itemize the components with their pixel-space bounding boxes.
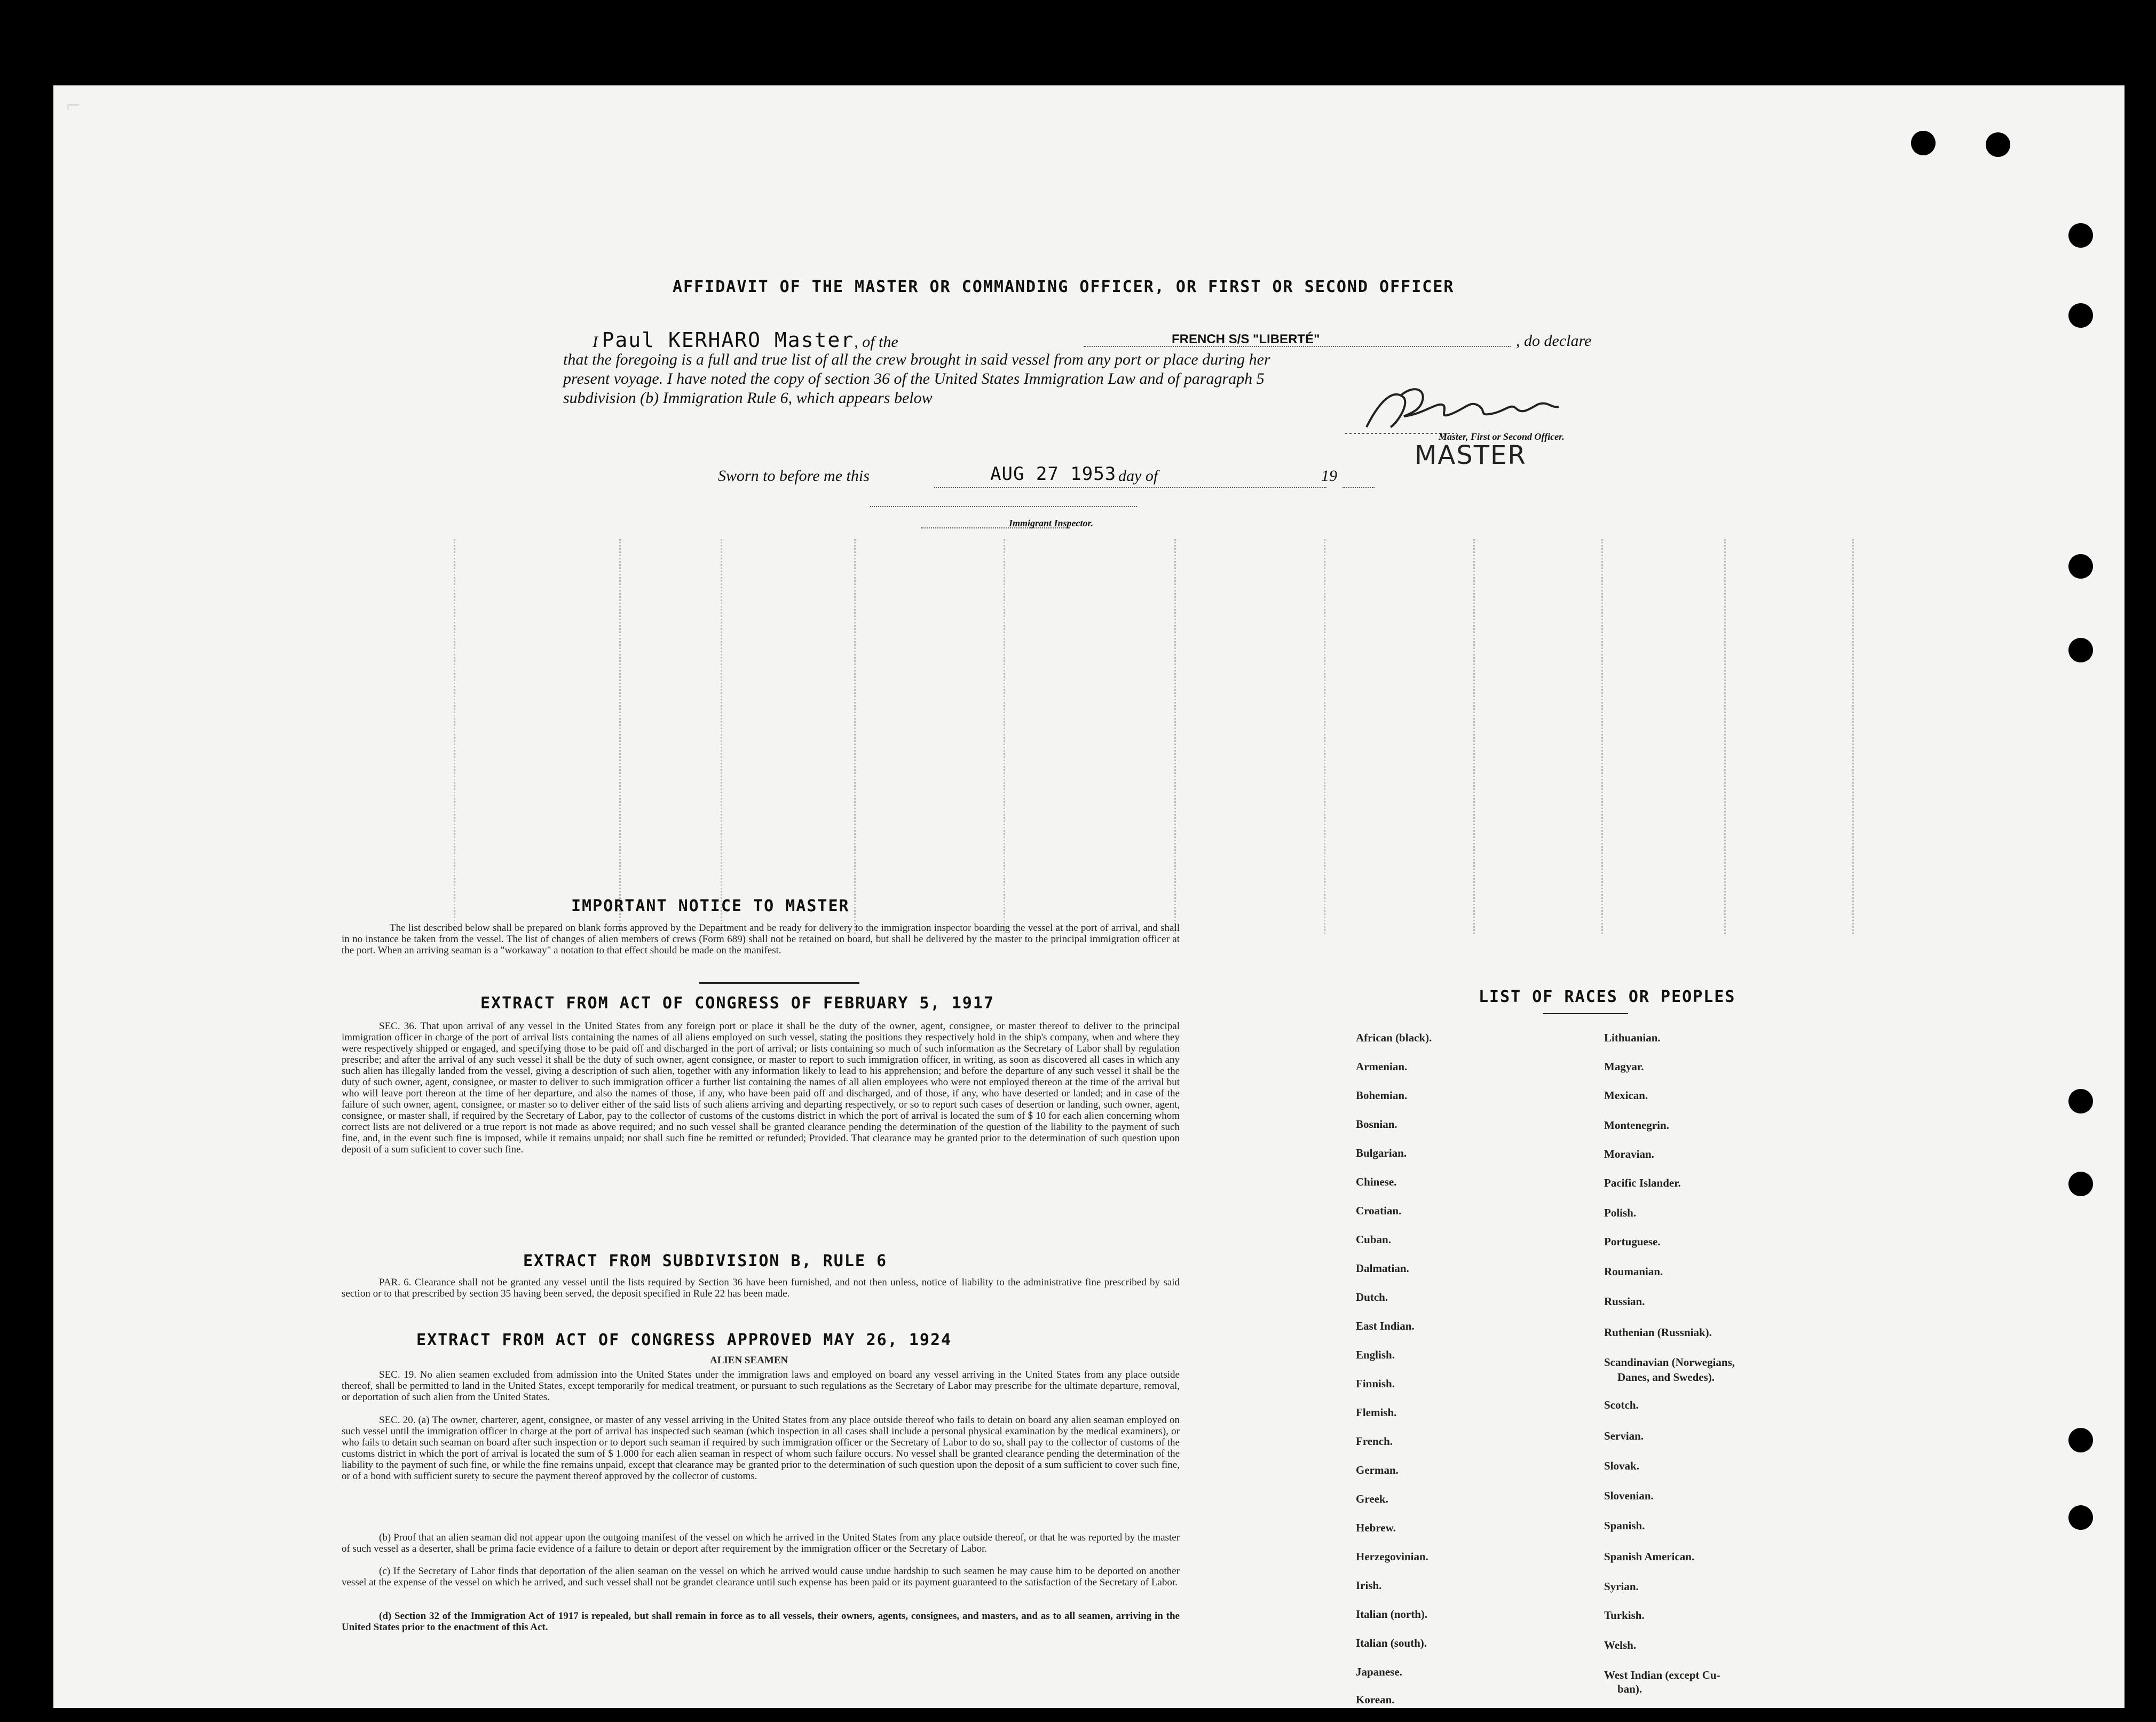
- do-declare: , do declare: [1516, 332, 1592, 350]
- sworn-prefix: Sworn to before me this: [718, 467, 870, 485]
- sworn-date-line: [934, 487, 1169, 488]
- affidavit-body-1: that the foregoing is a full and true list of all the crew brought in said vessel from any port or place during her: [563, 351, 1270, 368]
- race-item: German.: [1356, 1464, 1399, 1476]
- column-guide: [1852, 539, 1855, 934]
- declaration-line: [593, 328, 898, 352]
- punch-hole: [2068, 1428, 2093, 1452]
- race-item: Croatian.: [1356, 1204, 1402, 1217]
- race-item: Lithuanian.: [1604, 1031, 1661, 1044]
- sec20c-text: (c) If the Secretary of Labor finds that deportation of the alien seaman on the vessel on which he arrived would cause undue hardship to such seamen he may cause him to be deported on another vessel at the expense of the vessel on which he arrived, and such vessel shall not be grandet clearance until such expense has been paid or its payment guaranteed to the satisfaction of the Secretary of Labor.: [342, 1566, 1180, 1588]
- race-item: Spanish.: [1604, 1519, 1645, 1532]
- race-item: Finnish.: [1356, 1377, 1395, 1390]
- punch-hole: [2068, 1089, 2093, 1113]
- race-item: Danes, and Swedes).: [1617, 1371, 1715, 1384]
- race-item: ban).: [1617, 1682, 1642, 1695]
- race-item: Italian (south).: [1356, 1637, 1427, 1649]
- extract-1924-title: EXTRACT FROM ACT OF CONGRESS APPROVED MAY 26, 1924: [416, 1331, 952, 1349]
- race-item: Polish.: [1604, 1206, 1637, 1219]
- race-item: Dalmatian.: [1356, 1262, 1409, 1275]
- race-item: Bosnian.: [1356, 1118, 1397, 1131]
- race-item: Flemish.: [1356, 1406, 1397, 1419]
- sworn-date: AUG 27 1953: [990, 463, 1117, 485]
- column-guide: [454, 539, 457, 934]
- i-prefix: I: [593, 333, 598, 351]
- race-item: Korean.: [1356, 1693, 1395, 1706]
- column-guide: [1473, 539, 1476, 934]
- races-divider: [1543, 1013, 1628, 1014]
- day-of: day of: [1118, 467, 1158, 485]
- affidavit-body-3: subdivision (b) Immigration Rule 6, which appears below: [563, 389, 933, 407]
- signature-caption: Master, First or Second Officer.: [1439, 431, 1565, 442]
- column-guide: [1004, 539, 1007, 934]
- race-item: West Indian (except Cu-: [1604, 1669, 1720, 1681]
- race-item: Welsh.: [1604, 1639, 1637, 1652]
- race-item: Japanese.: [1356, 1665, 1402, 1678]
- punch-hole: [2068, 303, 2093, 328]
- race-item: Bohemian.: [1356, 1089, 1408, 1102]
- race-item: African (black).: [1356, 1031, 1432, 1044]
- race-item: Armenian.: [1356, 1060, 1408, 1073]
- column-guide: [1601, 539, 1605, 934]
- corner-mark: ⌐: [65, 95, 82, 117]
- race-item: Mexican.: [1604, 1089, 1648, 1102]
- race-item: Greek.: [1356, 1492, 1388, 1505]
- punch-hole: [2068, 1505, 2093, 1530]
- section-divider: [699, 982, 859, 984]
- race-item: Italian (north).: [1356, 1608, 1428, 1621]
- year-line: [1342, 487, 1375, 488]
- sec20b-text: (b) Proof that an alien seaman did not appear upon the outgoing manifest of the vessel on which he arrived in the United States from any place outside thereof, or that he was reported by the master of such vessel as a deserter, shall be prima facie evidence of a failure to detain or deport after requirement by the immigration officer or the Secretary of Labor.: [342, 1532, 1180, 1554]
- race-item: Scotch.: [1604, 1399, 1639, 1411]
- extract-1924-subtitle: ALIEN SEAMEN: [710, 1355, 788, 1366]
- race-item: Chinese.: [1356, 1175, 1397, 1188]
- races-title: LIST OF RACES OR PEOPLES: [1479, 988, 1736, 1006]
- affidavit-body-2: present voyage. I have noted the copy of section 36 of the United States Immigration Law and of paragraph 5: [563, 370, 1265, 388]
- extract-1917-title: EXTRACT FROM ACT OF CONGRESS OF FEBRUARY 5, 1917: [480, 994, 994, 1013]
- master-name: Paul KERHARO Master: [602, 328, 855, 352]
- sec20d-text: (d) Section 32 of the Immigration Act of 1917 is repealed, but shall remain in force as to all vessels, their owners, agents, consignees, and masters, and as to all seamen, arriving in the United States prior to the enactment of this Act.: [342, 1610, 1180, 1633]
- race-item: Hebrew.: [1356, 1521, 1396, 1534]
- race-item: Dutch.: [1356, 1291, 1388, 1304]
- punch-hole: [2068, 1172, 2093, 1196]
- column-guide: [854, 539, 857, 934]
- of-the: , of the: [854, 333, 898, 351]
- inspector-caption: Immigrant Inspector.: [1009, 518, 1094, 528]
- race-item: Pacific Islander.: [1604, 1176, 1681, 1189]
- column-guide: [1724, 539, 1727, 934]
- rule6-title: EXTRACT FROM SUBDIVISION B, RULE 6: [523, 1252, 888, 1270]
- race-item: Bulgarian.: [1356, 1147, 1407, 1159]
- extract-1917-text: SEC. 36. That upon arrival of any vessel in the United States from any foreign port or place it shall be the duty of the owner, agent, consignee, or master thereof to deliver to the principal immigration officer in charge of the port of arrival lists containing the names of all aliens employed on such vessel, stating the positions they respectively hold in the ship's company, when and where they were respectively shipped or engaged, and specifying those to be paid off and discharged in the port of arrival; or lists containing so much of such information as the Secretary of Labor shall by regulation prescribe; and after the arrival of any such vessel it shall be the duty of such owner, agent consignee, or master to report to such immigration officer, in writing, as soon as discovered all cases in which any such alien has illegally landed from the vessel, giving a description of such alien, together with any information likely to lead to his apprehension; and before the departure of any such vessel it shall be the duty of such owner, agent, consignee, or master to deliver to such immigration officer a further list containing the names of all alien employees who were not employed thereon at the time of the arrival but who will leave port thereon at the time of her departure, and also the names of those, if any, who have been paid off and discharged, and of those, if any, who have deserted or landed; and in case of the failure of such owner, agent, consignee, or master so to deliver either of the said lists of such aliens arriving and departing respectively, or so to report such cases of desertion or landing, such owner, agent, consignee, or master shall, if required by the Secretary of Labor, pay to the collector of customs of the customs district in which the port of arrival is located the sum of $ 10 for each alien concerning whom correct lists are not delivered or a true report is not made as above required; and no such vessel shall be granted clearance pending the determination of the question of the liability to the payment of such fine, and, in the event such fine is imposed, while it remains unpaid; nor shall such fine be remitted or refunded; Provided. That clearance may be granted prior to the determination of such question upon deposit of a sum suficient to cover such fine.: [342, 1021, 1180, 1155]
- race-item: French.: [1356, 1435, 1393, 1448]
- master-signature: [1345, 310, 1633, 448]
- race-item: Slovenian.: [1604, 1489, 1654, 1502]
- race-item: English.: [1356, 1348, 1395, 1361]
- race-item: Turkish.: [1604, 1609, 1645, 1622]
- race-item: East Indian.: [1356, 1320, 1415, 1332]
- race-item: Spanish American.: [1604, 1550, 1695, 1563]
- notice-title: IMPORTANT NOTICE TO MASTER: [571, 897, 850, 915]
- column-guide: [1174, 539, 1178, 934]
- punch-hole: [2068, 223, 2093, 248]
- inspector-sign-line: [870, 506, 1137, 507]
- race-item: Ruthenian (Russniak).: [1604, 1326, 1712, 1339]
- race-item: Portuguese.: [1604, 1235, 1661, 1248]
- year-prefix: 19: [1321, 467, 1337, 485]
- sec20a-text: SEC. 20. (a) The owner, charterer, agent, consignee, or master of any vessel arriving in the United States from any place outside thereof who fails to detain on board any alien seaman employed on such vessel until the immigration officer in charge at the port of arrival has inspected such seaman (which inspection in all cases shall include a personal physical examination by the medical examiners), or who fails to detain such seaman on board after such inspection or to deport such seaman if required by such immigration officer or the Secretary of Labor to do so, shall pay to the collector of customs of the customs district in which the port of arrival is located the sum of $ 1.000 for each alien seaman in respect of whom such failure occurs. No vessel shall be granted clearance pending the determination of the liability to the payment of such fine, or while the fine remains unpaid, except that clearance may be granted prior to the determination of such question upon the deposit of a sum sufficient to cover such fine, or of a bond with sufficient surety to secure the payment thereof approved by the collector of customs.: [342, 1415, 1180, 1482]
- race-item: Montenegrin.: [1604, 1119, 1669, 1132]
- race-item: Cuban.: [1356, 1233, 1391, 1246]
- column-guide: [619, 539, 622, 934]
- column-guide: [721, 539, 724, 934]
- race-item: Servian.: [1604, 1429, 1644, 1442]
- race-item: Magyar.: [1604, 1060, 1644, 1073]
- race-item: Herzegovinian.: [1356, 1550, 1428, 1563]
- race-item: Scandinavian (Norwegians,: [1604, 1356, 1735, 1369]
- notice-text: The list described below shall be prepared on blank forms approved by the Department and be ready for delivery to the immigration inspector boarding the vessel at the port of arrival, and shall in no instance be taken from the vessel. The list of changes of alien members of crews (Form 689) shall not be retained on board, but shall be delivered by the master to the principal immigration officer at the port. When an arriving seaman is a "workaway" a notation to that effect should be made on the manifest.: [342, 922, 1180, 956]
- rule6-text: PAR. 6. Clearance shall not be granted any vessel until the lists required by Section 36 have been furnished, and not then unless, notice of liability to the administrative fine prescribed by said section or to that prescribed by section 35 having been served, the deposit specified in Rule 22 has been made.: [342, 1277, 1180, 1299]
- vessel-name: FRENCH S/S "LIBERTÉ": [1172, 332, 1320, 346]
- race-item: Slovak.: [1604, 1459, 1639, 1472]
- sec19-text: SEC. 19. No alien seamen excluded from admission into the United States under the immigration laws and employed on board any vessel arriving in the United States from any place outside thereof, shall be permitted to land in the United States, except temporarily for medical treatment, or pursuant to such regulations as the Secretary of Labor may prescribe for the ultimate departure, removal, or deportation of such alien from the United States.: [342, 1369, 1180, 1403]
- punch-hole: [1986, 132, 2010, 157]
- race-item: Russian.: [1604, 1295, 1645, 1308]
- document-page: [53, 85, 2125, 1708]
- race-item: Roumanian.: [1604, 1265, 1663, 1278]
- master-stamp: MASTER: [1415, 440, 1527, 470]
- race-item: Syrian.: [1604, 1580, 1639, 1593]
- race-item: Moravian.: [1604, 1148, 1654, 1160]
- punch-hole: [1911, 131, 1936, 155]
- race-item: Irish.: [1356, 1579, 1382, 1592]
- month-line: [1166, 487, 1326, 488]
- punch-hole: [2068, 638, 2093, 662]
- column-guide: [1324, 539, 1327, 934]
- affidavit-title: AFFIDAVIT OF THE MASTER OR COMMANDING OFFICER, OR FIRST OR SECOND OFFICER: [673, 278, 1455, 296]
- punch-hole: [2068, 554, 2093, 579]
